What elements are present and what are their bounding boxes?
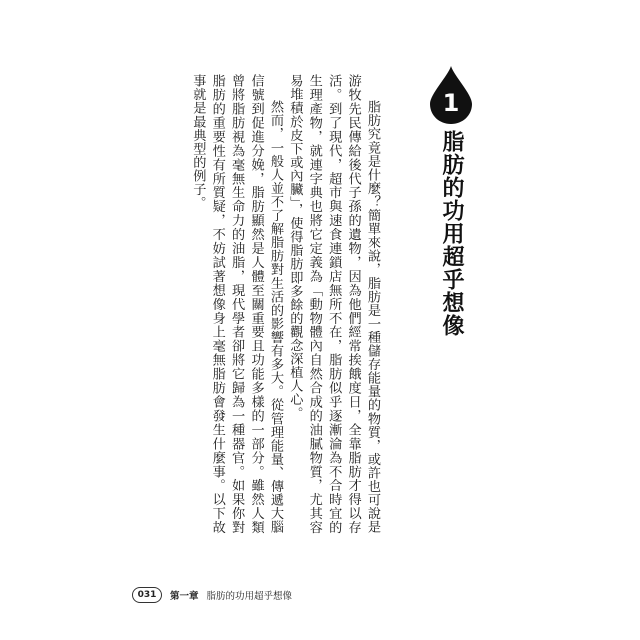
chapter-number-badge — [430, 66, 472, 124]
page-footer — [132, 586, 292, 604]
footer-chapter-title: 脂肪的功用超乎想像 — [206, 591, 293, 602]
body-paragraph-1: 脂肪究竟是什麼？簡單來說，脂肪是一種儲存能量的物質，或許也可說是游牧先民傳給後代子孫的遺物，因為他們經常挨餓度日，全靠脂肪才得以存活。到了現代，超市與速食連鎖店無所不在，脂肪似乎逐漸淪為不合時宜的生理產物，就連字典也將它定義為「動物體內自然合成的油膩物質，尤其容易堆積於皮下或內臟」，使得脂肪即多餘的觀念深植人心。 — [287, 74, 380, 534]
body-text — [52, 74, 382, 534]
footer-chapter-label: 第一章 — [170, 591, 199, 602]
page-number: 031 — [132, 587, 162, 603]
chapter-number: 1 — [442, 89, 460, 117]
chapter-title: 脂肪的功用超乎想像 — [439, 130, 464, 337]
body-paragraph-2: 然而，一般人並不了解脂肪對生活的影響有多大。從管理能量、傳遞大腦信號到促進分娩，脂肪顯然是人體至關重要且功能多樣的一部分。雖然人類曾將脂肪視為毫無生命力的油脂，現代學者卻將它歸為一種器官。如果你對脂肪的重要性有所質疑，不妨試著想像身上毫無脂肪會發生什麼事。以下故事就是最典型的例子。 — [190, 74, 283, 534]
